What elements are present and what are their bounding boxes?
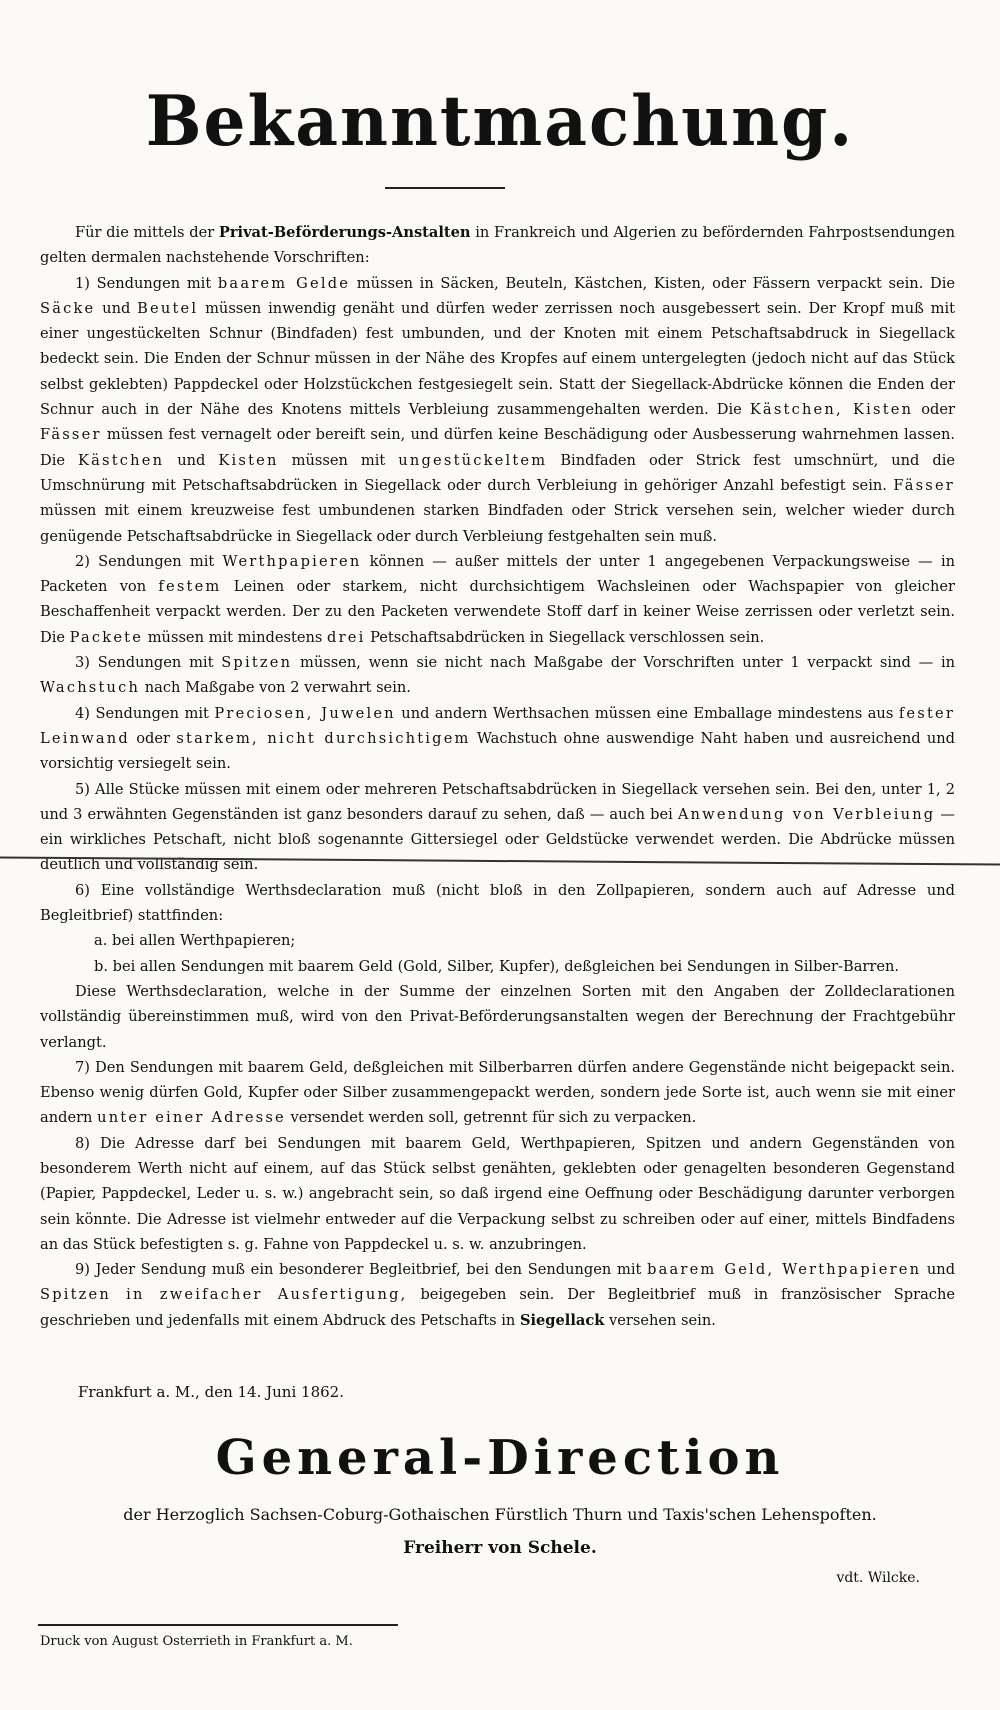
signatory-name: Freiherr von Schele.	[403, 1538, 597, 1558]
rule-4-text: 4) Sendungen mit	[75, 704, 209, 722]
rule-5-text: 5) Alle Stücke müssen mit einem oder mehreren Petschaftsabdrücken in Siegellack versehen sein. Bei den, unter 1, 2 und 3 erwähnten Gegenständen ist ganz besonders darauf zu sehen, daß — auch bei	[40, 780, 955, 823]
rule-1-text: 1) Sendungen mit	[75, 274, 212, 292]
rule-1-text: müssen in Säcken, Beuteln, Kästchen, Kisten, oder Fässern verpackt sein. Die	[356, 274, 956, 292]
rule-1-spaced: ungestückeltem	[398, 451, 548, 469]
rule-2-text: müssen mit mindestens	[147, 628, 323, 646]
rule-9-text: beigegeben sein. Der Begleitbrief muß in französischer Sprache geschrieben und jedenfalls mit einem Abdruck des Petschafts in	[40, 1286, 955, 1329]
rule-2-spaced: festem	[158, 578, 222, 596]
rule-9-spaced: Spitzen in zweifacher Ausfertigung,	[40, 1286, 408, 1304]
rule-2-text: 2) Sendungen mit	[75, 552, 215, 570]
rule-1-spaced: Fässer	[893, 476, 955, 494]
intro-emphasis: Privat-Beförderungs-Anstalten	[218, 224, 471, 241]
rule-4	[40, 701, 955, 777]
rule-1-spaced: Kästchen	[78, 451, 165, 469]
place-date: Frankfurt a. M., den 14. Juni 1862.	[78, 1383, 344, 1401]
rule-8: 8) Die Adresse darf bei Sendungen mit baarem Geld, Werthpapieren, Spitzen und andern Gegenständen von besonderem Werth nicht auf einem, auf das Stück selbst genähten, geklebten oder genagelten besonderen Gegenstand (Papier, Pappdeckel, Leder u. s. w.) angebracht sein, so daß irgend eine Oeffnung oder Beschädigung darunter verborgen sein könnte. Die Adresse ist vielmehr entweder auf die Verpackung selbst zu schreiben oder auf einer, mittels Bindfadens an das Stück befestigten s. g. Fahne von Pappdeckel u. s. w. anzubringen.	[40, 1134, 955, 1253]
intro-text-2: in Frankreich und Algerien zu befördernden Fahrpostsendungen gelten dermalen nachstehende Vorschriften:	[40, 224, 956, 267]
rule-1-text: und	[177, 451, 206, 469]
rule-6-sub-b: b. bei allen Sendungen mit baarem Geld (Gold, Silber, Kupfer), deßgleichen bei Sendungen in Silber-Barren.	[94, 957, 900, 975]
rule-1-text: müssen inwendig genäht und dürfen weder zerrissen noch ausgebessert sein. Der Kropf muß mit einer ungestückelten Schnur (Bindfaden) fest umbunden, und der Knoten mit einem Petschaftsabdruck in Siegellack bedeckt sein. Die Enden der Schnur müssen in der Nähe des Kropfes auf einem untergelegten (jedoch nicht auf das Stück selbst geklebten) Pappdeckel oder Holzstückchen festgesiegelt sein. Statt der Siegellack-Abdrücke können die Enden der Schnur auch in der Nähe des Knotens mittels Verbleiung zusammengehalten werden. Die	[40, 299, 956, 419]
rule-9	[40, 1257, 955, 1333]
signature-heading: General-Direction	[215, 1430, 785, 1486]
rule-1-spaced: baarem Gelde	[217, 274, 351, 292]
notice-body	[40, 220, 955, 1333]
rule-6-tail: Diese Werthsdeclaration, welche in der Summe der einzelnen Sorten mit den Angaben der Zolldeclarationen vollständig übereinstimmen muß, wird von den Privat-Beförderungsanstalten wegen der Berechnung der Frachtgebühr verlangt.	[40, 982, 955, 1051]
rule-3-text: nach Maßgabe von 2 verwahrt sein.	[144, 679, 411, 697]
rule-2-text: können — außer mittels der unter 1 angegebenen Verpackungsweise — in Packeten von	[40, 552, 956, 596]
countersignature: vdt. Wilcke.	[836, 1570, 920, 1586]
rule-7-text: versendet werden soll, getrennt für sich zu verpacken.	[290, 1109, 697, 1127]
rule-4-spaced: Preciosen, Juwelen	[214, 704, 396, 722]
rule-5-spaced: Anwendung von Verbleiung	[677, 805, 936, 823]
rule-2	[40, 549, 955, 650]
rule-4-spaced: fester Leinwand	[40, 704, 956, 747]
rule-1-text: müssen fest vernagelt oder bereift sein, und dürfen keine Beschädigung oder Ausbesserung wahrnehmen lassen. Die	[40, 426, 955, 469]
rule-1-spaced: Kisten	[218, 451, 279, 469]
rule-1-text: müssen mit einem kreuzweise fest umbundenen starken Bindfaden oder Strick versehen sein, welcher wieder durch genügende Petschaftsabdrücke in Siegellack oder durch Verbleiung festgehalten sein muß.	[40, 502, 955, 545]
intro-paragraph	[40, 220, 955, 271]
rule-1-spaced: Fässer	[40, 426, 102, 444]
rule-4-text: Wachstuch ohne auswendige Naht haben und ausreichend und vorsichtig versiegelt sein.	[40, 729, 956, 773]
intro-text: Für die mittels der	[75, 224, 215, 241]
rule-9-spaced: baarem Geld, Werthpapieren	[647, 1261, 922, 1279]
rule-1-text: müssen mit	[291, 451, 386, 469]
rule-1	[40, 271, 955, 549]
page-title: Bekanntmachung.	[145, 80, 855, 162]
rule-5-text: — ein wirkliches Petschaft, nicht bloß sogenannte Gittersiegel oder Geldstücke verwendet werden. Die Abdrücke müssen deutlich und vollständig sein.	[40, 805, 955, 874]
rule-2-spaced: drei	[327, 628, 366, 646]
rule-1-spaced: Kästchen, Kisten	[749, 401, 914, 419]
rule-6: 6) Eine vollständige Werthsdeclaration muß (nicht bloß in den Zollpapieren, sondern auch auf Adresse und Begleitbrief) stattfinden:	[40, 881, 955, 925]
rule-1-text: und	[102, 299, 131, 317]
rule-3-spaced: Spitzen	[221, 654, 293, 672]
printer-imprint: Druck von August Osterrieth in Frankfurt a. M.	[40, 1634, 353, 1649]
rule-9-text: versehen sein.	[608, 1311, 716, 1329]
signature-subline: der Herzoglich Sachsen-Coburg-Gothaischen Fürstlich Thurn und Taxis'schen Lehenspoften.	[123, 1505, 877, 1524]
rule-1-text: Bindfaden oder Strick fest umschnürt, und die Umschnürung mit Petschaftsabdrücken in Siegellack oder durch Verbleiung in gehöriger Anzahl befestigt sein.	[40, 451, 956, 494]
rule-7	[40, 1055, 955, 1131]
rule-3-text: 3) Sendungen mit	[75, 654, 214, 672]
rule-7-text: 7) Den Sendungen mit baarem Geld, deßgleichen mit Silberbarren dürfen andere Gegenstände nicht beigepackt sein. Ebenso wenig dürfen Gold, Kupfer oder Silber zusammengepackt werden, sondern jede Sorte ist, auch wenn sie mit einer andern	[40, 1058, 955, 1127]
rule-4-text: und andern Werthsachen müssen eine Emballage mindestens aus	[401, 704, 894, 722]
rule-3-text: müssen, wenn sie nicht nach Maßgabe der Vorschriften unter 1 verpackt sind — in	[300, 654, 956, 672]
rule-3	[40, 650, 955, 701]
rule-1-text: oder	[921, 401, 955, 419]
rule-2-spaced: Packete	[69, 628, 144, 646]
rule-4-spaced: starkem, nicht durchsichtigem	[176, 729, 471, 747]
rule-7-spaced: unter einer Adresse	[97, 1109, 286, 1127]
rule-3-spaced: Wachstuch	[40, 679, 141, 697]
rule-1-spaced: Säcke	[40, 299, 96, 317]
rule-2-spaced: Werthpapieren	[222, 552, 362, 570]
rule-9-text: und	[926, 1261, 956, 1279]
rule-9-bold: Siegellack	[519, 1311, 605, 1329]
rule-4-text: oder	[136, 729, 170, 747]
footer-divider	[38, 1624, 398, 1626]
rule-6-sub-a: a. bei allen Werthpapieren;	[94, 932, 296, 950]
rule-1-spaced: Beutel	[137, 299, 199, 317]
title-divider	[385, 187, 505, 189]
rule-9-text: 9) Jeder Sendung muß ein besonderer Begleitbrief, bei den Sendungen mit	[75, 1261, 642, 1279]
rule-2-text: Leinen oder starkem, nicht durchsichtigem Wachsleinen oder Wachspapier von gleicher Beschaffenheit verpackt werden. Der zu den Packeten verwendete Stoff darf in keiner Weise zerrissen oder verletzt sein. Die	[40, 578, 955, 646]
rule-2-text: Petschaftsabdrücken in Siegellack verschlossen sein.	[370, 628, 765, 646]
